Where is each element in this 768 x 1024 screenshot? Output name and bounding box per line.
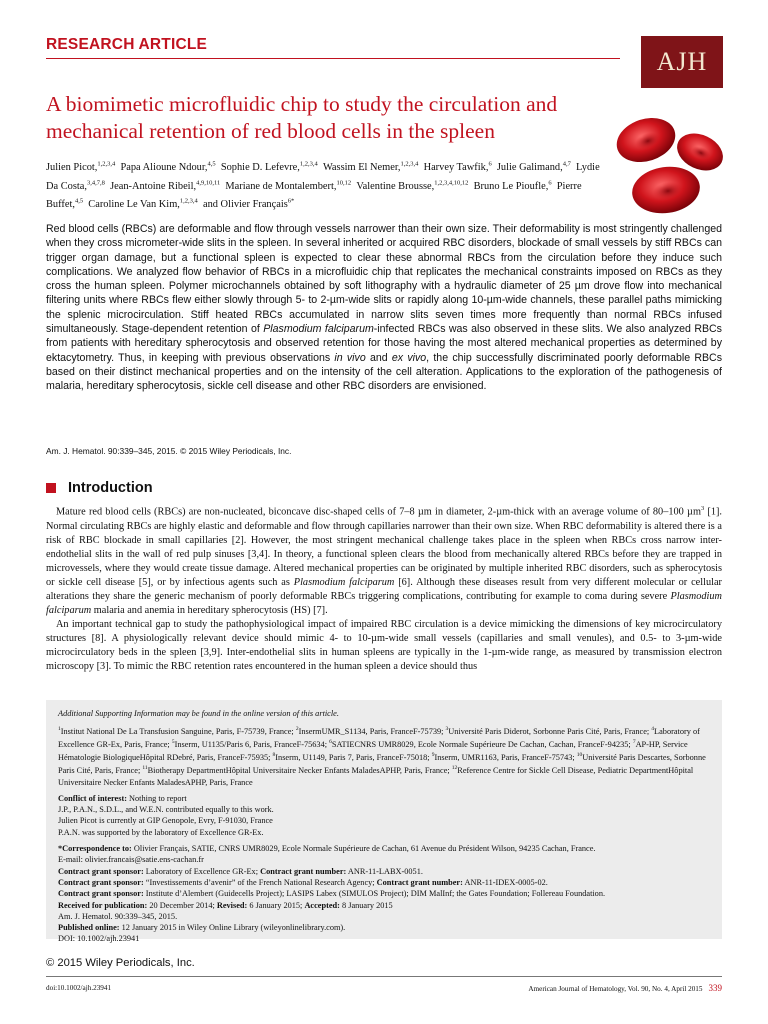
abstract-citation: Am. J. Hematol. 90:339–345, 2015. © 2015 Wiley Periodicals, Inc.	[46, 446, 292, 456]
author: Valentine Brousse,$^{1,2,3,4,10,12}$	[356, 179, 469, 192]
footer-doi: doi:10.1002/ajh.23941	[46, 984, 112, 992]
correspondence: *Correspondence to: Olivier Français, SATIE, CNRS UMR8029, Ecole Normale Supérieure de Cachan, 61 Avenue du Président Wilson, 94235 Cachan, France.	[58, 844, 596, 854]
journal-reference: Am. J. Hematol. 90:339–345, 2015.	[58, 911, 178, 921]
grant-sponsor-2: Contract grant sponsor: “Investissements d’avenir” of the French National Research Agency; Contract grant number: ANR-11-IDEX-0005-02.	[58, 877, 548, 887]
contribution-note-1: J.P., P.A.N., S.D.L., and W.E.N. contributed equally to this work.	[58, 805, 274, 815]
author: Sophie D. Lefevre,$^{1,2,3,4}$	[220, 161, 318, 174]
correspondence-email: E-mail: olivier.francais@satie.ens-cachan.fr	[58, 855, 204, 865]
footnote-box	[46, 700, 722, 944]
published-online: Published online: 12 January 2015 in Wiley Online Library (wileyonlinelibrary.com).	[58, 923, 346, 933]
author: Pierre Buffet,$^{4,5}$	[46, 180, 582, 211]
author: Jean-Antoine Ribeil,$^{4,9,10,11}$	[110, 179, 221, 192]
journal-logo-text: AJH	[656, 47, 708, 76]
article-type-label: RESEARCH ARTICLE	[46, 36, 208, 53]
author: Julie Galimand,$^{4,7}$	[496, 161, 571, 174]
contribution-note-3: P.A.N. was supported by the laboratory of Excellence GR-Ex.	[58, 827, 264, 837]
red-blood-cell-1	[611, 112, 681, 169]
journal-logo	[641, 36, 723, 88]
article-title: A biomimetic microfluidic chip to study the circulation and mechanical retention of red blood cells in the spleen	[46, 92, 558, 143]
intro-paragraph-2: An important technical gap to study the pathophysiological impact of impaired RBC circulation is a device mimicking the dimensions of key microcirculatory structures [8]. A physiologically relevant device should mimic 4- to 10-µm-wide small vessels (capillaries and small venules), and 0.5- to 3-µm-wide microcirculatory beds in the spleen [3,9]. Inter-endothelial slits in human spleens are typically in the 1-µm-wide range, as measured by transmission electron microscopy [3]. To mimic the RBC retention rates encountered in the human spleen a device should thus	[46, 619, 722, 673]
footer-divider	[46, 976, 722, 977]
copyright: © 2015 Wiley Periodicals, Inc.	[46, 957, 195, 969]
red-blood-cell-3	[629, 162, 703, 217]
publication-dates: Received for publication: 20 December 2014; Revised: 6 January 2015; Accepted: 8 January 2015	[58, 900, 393, 910]
page-number: 339	[708, 983, 722, 993]
author: Lydie Da Costa,$^{3,4,7,8}$	[46, 162, 600, 192]
section-marker-icon	[46, 483, 56, 493]
grant-sponsor-1: Contract grant sponsor: Laboratory of Excellence GR-Ex; Contract grant number: ANR-11-LABX-0051.	[58, 866, 423, 876]
author: Julien Picot,$^{1,2,3,4}$	[46, 161, 116, 174]
affiliations: $^1$Institut National De La Transfusion Sanguine, Paris, F-75739, France; $^2$InsermUMR_S1134, Paris, FranceF-75739; $^3$Université Paris Diderot, Sorbonne Paris Cité, Paris, France; $^4$Laboratory of Excellence GR-Ex, Paris, France; $^5$Inserm, U1135/Paris 6, Paris, FranceF-75634; $^6$SATIECNRS UMR8029, Ecole Normale Supérieure De Cachan, Cachan, FranceF-94235; $^7$AP-HP, Service Hématologie BiologiqueHôpital RDebré, Paris, FranceF-75935; $^8$Inserm, U1149, Paris 7, Paris, FranceF-75018; $^9$Inserm, UMR1163, Paris, FranceF-75743; $^{10}$Université Paris Descartes, Sorbonne Paris Cité, Paris, France; $^{11}$Biotherapy DepartmentHôpital Universitaire Necker Enfants MaladesAPHP, Paris, France; $^{12}$Reference Centre for Sickle Cell Disease, Pediatric DepartmentHôpital Universitaire Necker Enfants MaladesAPHP, Paris, France	[58, 726, 706, 787]
grant-sponsor-3: Contract grant sponsor: Institute d’Alembert (Guidecells Project); LASIPS Labex (SIMULOS Project); DIM MalInf; the Gates Foundation; Follereau Foundation.	[58, 889, 606, 899]
doi-line: DOI: 10.1002/ajh.23941	[58, 934, 140, 944]
author: Caroline Le Van Kim,$^{1,2,3,4}$	[88, 197, 198, 211]
author: Bruno Le Pioufle,$^6$	[473, 179, 552, 192]
introduction-body	[46, 502, 722, 675]
contribution-note-2: Julien Picot is currently at GIP Genopole, Evry, F-91030, France	[58, 816, 273, 826]
author: Papa Alioune Ndour,$^{4,5}$	[120, 161, 216, 174]
author: and Olivier Français$^{6*}$	[202, 197, 295, 211]
header-divider	[46, 58, 620, 59]
red-blood-cells-image	[604, 112, 736, 222]
supporting-info-note: Additional Supporting Information may be found in the online version of this article.	[58, 709, 339, 718]
author: Mariane de Montalembert,$^{10,12}$	[225, 179, 352, 192]
author: Harvey Tawfik,$^6$	[423, 161, 492, 174]
section-heading-introduction: Introduction	[46, 480, 153, 496]
author: Wassim El Nemer,$^{1,2,3,4}$	[322, 161, 419, 174]
conflict-of-interest: Conflict of interest: Nothing to report	[58, 793, 187, 803]
author-list	[46, 157, 606, 212]
footer-journal-info: American Journal of Hematology, Vol. 90, No. 4, April 2015 339	[528, 983, 722, 993]
intro-paragraph-1: Mature red blood cells (RBCs) are non-nucleated, biconcave disc-shaped cells of 7–8 µm in diameter, 2-µm-thick with an average volume of 80–100 µm$^3$ [1]. Normal circulating RBCs are highly elastic and deformable and flow through capillaries narrower than their own size. When RBC deformability is altered there is a risk of RBC blockade in small capillaries [2]. However, the most stringent mechanical challenge takes place in the spleen when RBCs cross narrow inter-endothelial slits in the wall of red pulp sinuses [3,4]. In theory, a functional spleen clears the blood from mechanically altered RBCs before they are trapped in microvessels, where they would create tissue damage. Altered mechanical properties can be originated by multiple inherited RBC disorders, such as spherocytosis or sickle cell disease [5], or by infectious agents such as Plasmodium falciparum [6]. Although these diseases result from very different molecular or cellular alterations they share the generic mechanism of poorly deformable RBCs triggering complications, contributing for example to coma during severe Plasmodium falciparum malaria and anemia in hereditary spherocytosis (HS) [7].	[46, 505, 722, 617]
abstract: Red blood cells (RBCs) are deformable and flow through vessels narrower than their own size. Their deformability is most stringently challenged when they cross micrometer-wide slits in the spleen. In several inherited or acquired RBC disorders, blockade of small vessels by stiff RBCs can trigger organ damage, but a functional spleen is expected to clear these abnormal RBCs from the circulation before they induce such complications. We analyzed flow behavior of RBCs in a microfluidic chip that replicates the mechanical constraints imposed on RBCs as they cross the human spleen. Polymer microchannels obtained by soft lithography with a hydraulic diameter of 25 µm drove flow into mechanical filtering units where RBCs flew either slowly through 5- to 2-µm-wide slits or rapidly along 10-µm-wide channels, these parallel paths mimicking the splenic microcirculation. Stiff heated RBCs accumulated in narrow slits seven times more frequently than normal RBCs infused simultaneously. Stage-dependent retention of Plasmodium falciparum-infected RBCs was also observed in these slits. We also analyzed RBCs from patients with hereditary spherocytosis and observed retention for those having the most altered mechanical properties as determined by ektacytometry. Thus, in keeping with previous observations in vivo and ex vivo, the chip successfully discriminated poorly deformable RBCs based on their distinct mechanical properties and on the intensity of the cell alteration. Applications to the exploration of the pathogenesis of malaria, hereditary spherocytosis, sickle cell disease and other RBC disorders are envisioned.	[46, 223, 722, 393]
